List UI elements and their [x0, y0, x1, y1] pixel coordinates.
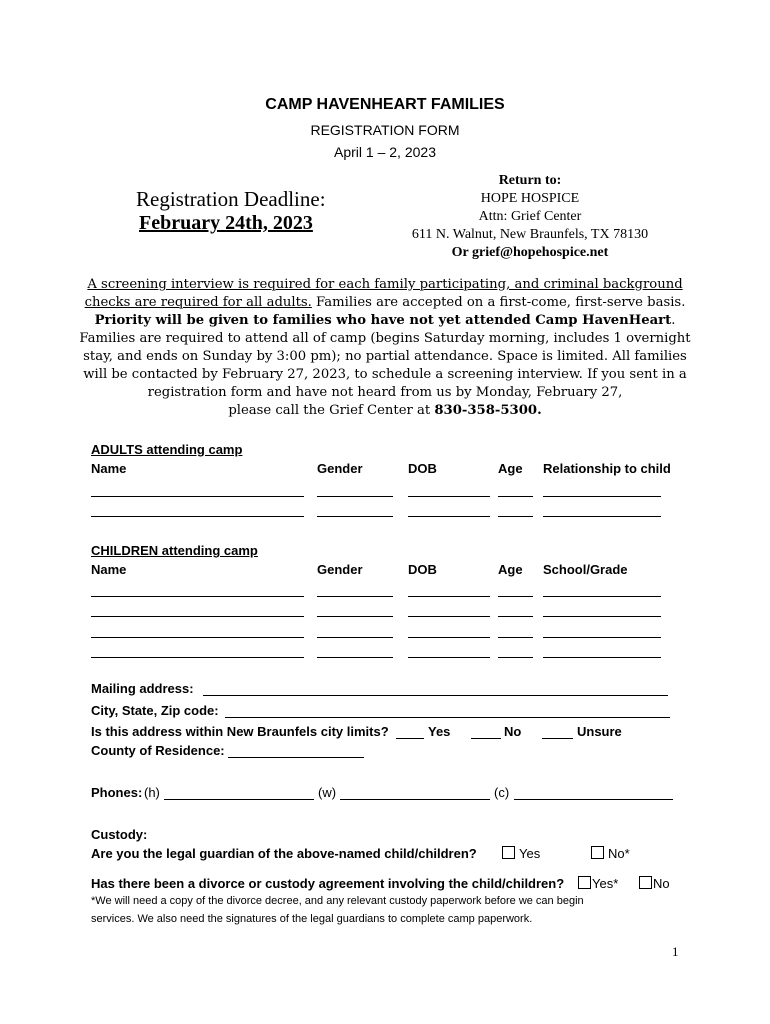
gender-field[interactable]: [317, 616, 393, 617]
guardian-no-option[interactable]: No*: [591, 846, 630, 861]
dob-field[interactable]: [408, 616, 490, 617]
info-line: registration form and have not heard from us by Monday, February 27,: [147, 385, 623, 400]
return-to-block: [390, 172, 670, 262]
detail-field[interactable]: [543, 516, 661, 517]
info-line: please call the Grief Center at 830-358-5300.: [228, 403, 542, 418]
gender-field[interactable]: [317, 637, 393, 638]
gender-field[interactable]: [317, 596, 393, 597]
form-subtitle: REGISTRATION FORM: [310, 122, 460, 138]
col-age: Age: [498, 461, 523, 476]
county-field[interactable]: [228, 757, 364, 758]
custody-label: Custody:: [91, 827, 148, 842]
mailing-label: Mailing address:: [91, 681, 194, 696]
city-label: City, State, Zip code:: [91, 703, 219, 718]
divorce-question: Has there been a divorce or custody agreement involving the child/children?: [91, 876, 565, 891]
guardian-question: Are you the legal guardian of the above-named child/children?: [91, 846, 477, 861]
info-paragraph: A screening interview is required for each family participating, and criminal background checks are required for all adults. Families are accepted on a first-come, first-serve basis. Priority will be given to families who have not yet attended Camp HavenHeart. Families are required to attend all of camp (begins Saturday morning, includes 1 overnight stay, and ends on Sunday by 3:00 pm); no partial attendance. Space is limited. All families will be contacted by February 27, 2023, to schedule a screening interview. If you sent in a registration form and have not heard from us by Monday, February 27, please call the Grief Center at 830-358-5300.: [0, 276, 770, 420]
phone-home-label: (h): [144, 785, 160, 800]
return-address: 611 N. Walnut, New Braunfels, TX 78130: [411, 227, 649, 242]
gender-field[interactable]: [317, 516, 393, 517]
dob-field[interactable]: [408, 657, 490, 658]
dob-field[interactable]: [408, 637, 490, 638]
name-field[interactable]: [91, 516, 304, 517]
col-gender: Gender: [317, 562, 363, 577]
age-field[interactable]: [498, 657, 533, 658]
city-limits-unsure-field[interactable]: [542, 738, 573, 739]
custody-note: *We will need a copy of the divorce decree, and any relevant custody paperwork before we can begin: [91, 895, 584, 907]
phone-work-field[interactable]: [340, 799, 490, 800]
return-to-label: Return to:: [498, 173, 562, 188]
grief-center-phone: 830-358-5300.: [434, 403, 542, 418]
gender-field[interactable]: [317, 657, 393, 658]
age-field[interactable]: [498, 596, 533, 597]
return-org: HOPE HOSPICE: [480, 191, 580, 206]
form-title: CAMP HAVENHEART FAMILIES: [265, 96, 505, 113]
divorce-yes-checkbox[interactable]: [578, 876, 591, 889]
city-limits-question: Is this address within New Braunfels city limits?: [91, 724, 389, 739]
city-limits-no-field[interactable]: [471, 738, 501, 739]
info-line: Families are required to attend all of camp (begins Saturday morning, includes 1 overnight: [79, 331, 691, 346]
return-attn: Attn: Grief Center: [478, 209, 582, 224]
col-gender: Gender: [317, 461, 363, 476]
age-field[interactable]: [498, 496, 533, 497]
guardian-no-checkbox[interactable]: [591, 846, 604, 859]
divorce-yes-option[interactable]: Yes*: [578, 876, 618, 891]
city-limits-yes-field[interactable]: [396, 738, 424, 739]
detail-field[interactable]: [543, 496, 661, 497]
col-name: Name: [91, 461, 127, 476]
deadline-date: February 24th, 2023: [139, 212, 313, 234]
col-dob: DOB: [408, 562, 437, 577]
children-heading: CHILDREN attending camp: [91, 543, 258, 558]
phone-cell-label: (c): [494, 785, 510, 800]
col-school-grade: School/Grade: [543, 562, 628, 577]
county-label: County of Residence:: [91, 743, 225, 758]
divorce-no-checkbox[interactable]: [639, 876, 652, 889]
info-line: stay, and ends on Sunday by 3:00 pm); no partial attendance. Space is limited. All families: [83, 349, 687, 364]
city-limits-yes-label: Yes: [428, 724, 451, 739]
page-number: 1: [672, 944, 679, 959]
city-state-zip-field[interactable]: [225, 717, 670, 718]
age-field[interactable]: [498, 616, 533, 617]
deadline-label: Registration Deadline:: [136, 187, 326, 211]
dob-field[interactable]: [408, 516, 490, 517]
phone-cell-field[interactable]: [514, 799, 673, 800]
city-limits-no-label: No: [504, 724, 522, 739]
mailing-address-field[interactable]: [203, 695, 668, 696]
return-email: Or grief@hopehospice.net: [451, 245, 609, 260]
name-field[interactable]: [91, 637, 304, 638]
phone-work-label: (w): [318, 785, 337, 800]
guardian-yes-checkbox[interactable]: [502, 846, 515, 859]
phone-home-field[interactable]: [164, 799, 314, 800]
detail-field[interactable]: [543, 637, 661, 638]
name-field[interactable]: [91, 616, 304, 617]
divorce-no-option[interactable]: No: [639, 876, 670, 891]
custody-note: services. We also need the signatures of the legal guardians to complete camp paperwork.: [91, 913, 533, 925]
city-limits-unsure-label: Unsure: [577, 724, 622, 739]
name-field[interactable]: [91, 596, 304, 597]
dob-field[interactable]: [408, 596, 490, 597]
col-name: Name: [91, 562, 127, 577]
phones-label: Phones:: [91, 785, 143, 800]
guardian-yes-option[interactable]: Yes: [502, 846, 540, 861]
info-line: will be contacted by February 27, 2023, to schedule a screening interview. If you sent in a: [83, 367, 687, 382]
detail-field[interactable]: [543, 657, 661, 658]
col-age: Age: [498, 562, 523, 577]
gender-field[interactable]: [317, 496, 393, 497]
name-field[interactable]: [91, 496, 304, 497]
detail-field[interactable]: [543, 596, 661, 597]
name-field[interactable]: [91, 657, 304, 658]
col-dob: DOB: [408, 461, 437, 476]
age-field[interactable]: [498, 516, 533, 517]
priority-text: Priority will be given to families who have not yet attended Camp HavenHeart: [94, 313, 672, 328]
info-line: A screening interview is required for each family participating, and criminal background: [87, 277, 683, 292]
col-relationship: Relationship to child: [543, 461, 671, 476]
dob-field[interactable]: [408, 496, 490, 497]
adults-heading: ADULTS attending camp: [91, 442, 243, 457]
camp-dates: April 1 – 2, 2023: [334, 144, 436, 160]
info-line: checks are required for all adults. Families are accepted on a first-come, first-serve basis.: [84, 295, 686, 310]
detail-field[interactable]: [543, 616, 661, 617]
age-field[interactable]: [498, 637, 533, 638]
